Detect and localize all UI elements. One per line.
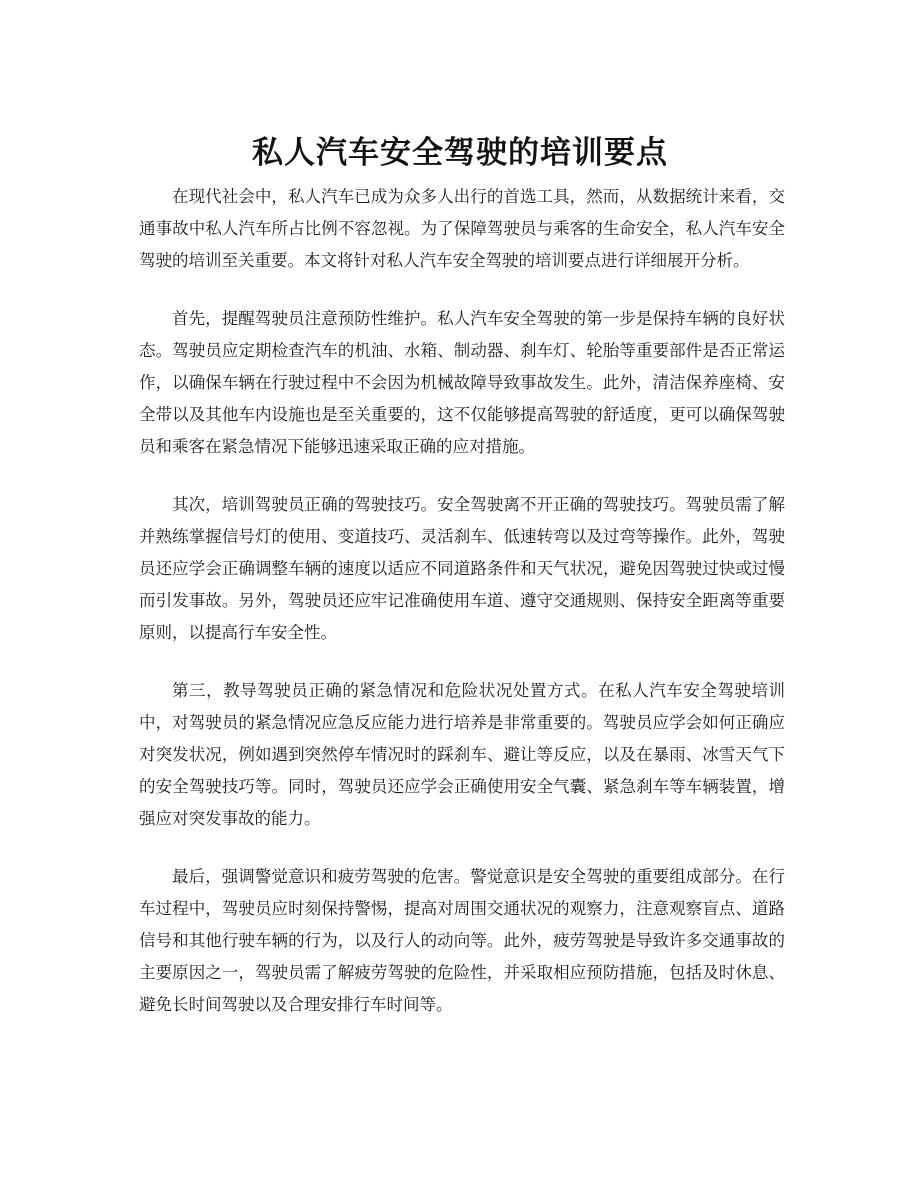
paragraph-alertness-fatigue: 最后，强调警觉意识和疲劳驾驶的危害。警觉意识是安全驾驶的重要组成部分。在行车过程中，驾驶员应时刻保持警惕，提高对周围交通状况的观察力，注意观察盲点、道路信号和其他行驶车辆的行为，以及行人的动向等。此外，疲劳驾驶是导致许多交通事故的主要原因之一，驾驶员需了解疲劳驾驶的危险性，并采取相应预防措施，包括及时休息、避免长时间驾驶以及合理安排行车时间等。 — [139, 867, 785, 1014]
paragraph-driving-skills: 其次，培训驾驶员正确的驾驶技巧。安全驾驶离不开正确的驾驶技巧。驾驶员需了解并熟练掌握信号灯的使用、变道技巧、灵活刹车、低速转弯以及过弯等操作。此外，驾驶员还应学会正确调整车辆的速度以适应不同道路条件和天气状况，避免因驾驶过快或过慢而引发事故。另外，驾驶员还应牢记准确使用车道、遵守交通规则、保持安全距离等重要原则，以提高行车安全性。 — [139, 495, 785, 642]
paragraph-emergency-handling: 第三，教导驾驶员正确的紧急情况和危险状况处置方式。在私人汽车安全驾驶培训中，对驾驶员的紧急情况应急反应能力进行培养是非常重要的。驾驶员应学会如何正确应对突发状况，例如遇到突然停车情况时的踩刹车、避让等反应，以及在暴雨、冰雪天气下的安全驾驶技巧等。同时，驾驶员还应学会正确使用安全气囊、紧急刹车等车辆装置，增强应对突发事故的能力。 — [139, 681, 785, 828]
paragraph-intro: 在现代社会中，私人汽车已成为众多人出行的首选工具，然而，从数据统计来看，交通事故中私人汽车所占比例不容忽视。为了保障驾驶员与乘客的生命安全，私人汽车安全驾驶的培训至关重要。本文将针对私人汽车安全驾驶的培训要点进行详细展开分析。 — [139, 187, 785, 270]
document-body — [139, 181, 785, 1047]
paragraph-maintenance: 首先，提醒驾驶员注意预防性维护。私人汽车安全驾驶的第一步是保持车辆的良好状态。驾驶员应定期检查汽车的机油、水箱、制动器、刹车灯、轮胎等重要部件是否正常运作，以确保车辆在行驶过程中不会因为机械故障导致事故发生。此外，清洁保养座椅、安全带以及其他车内设施也是至关重要的，这不仅能够提高驾驶的舒适度，更可以确保驾驶员和乘客在紧急情况下能够迅速采取正确的应对措施。 — [139, 309, 785, 456]
document-title: 私人汽车安全驾驶的培训要点 — [252, 134, 668, 171]
